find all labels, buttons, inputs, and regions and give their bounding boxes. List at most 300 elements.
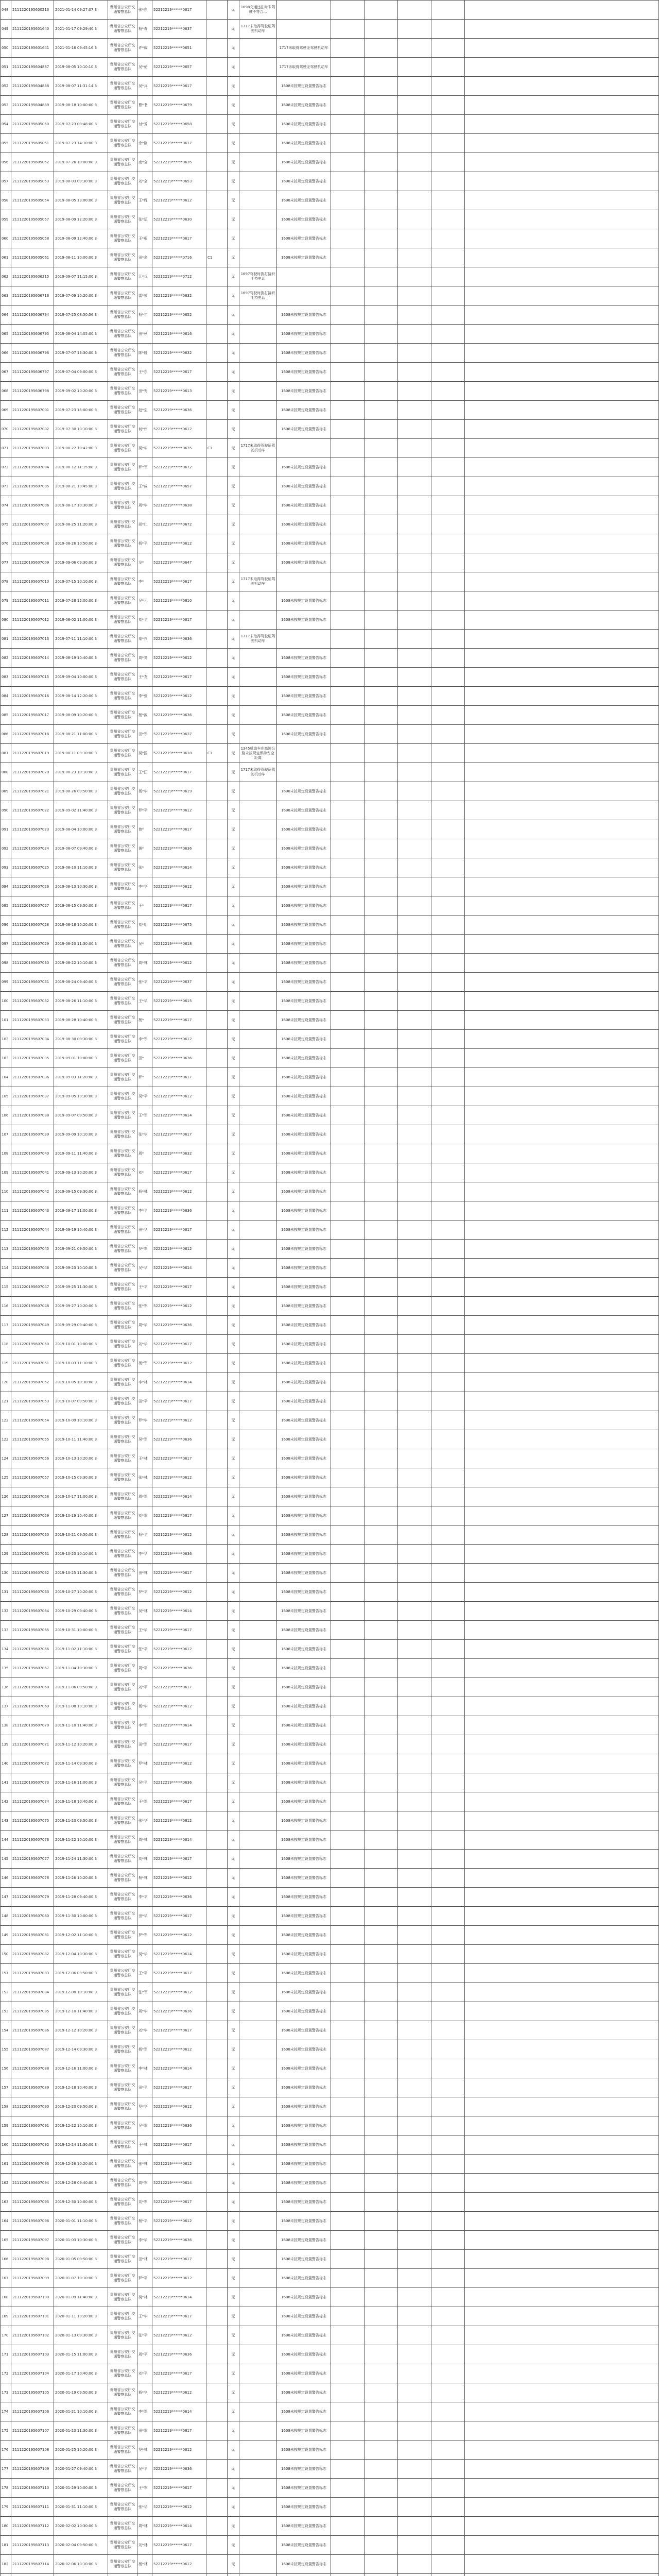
cell-no: 098 <box>1 954 11 973</box>
table-row <box>1 420 659 439</box>
cell-fine <box>239 1335 277 1354</box>
cell-empty <box>465 363 659 382</box>
cell-empty <box>365 2441 398 2460</box>
cell-empty <box>365 2364 398 2383</box>
cell-id: 52212219******0612 <box>152 1869 206 1888</box>
cell-time: 2019-11-20 09:50:00.3 <box>54 1811 108 1831</box>
cell-empty <box>398 2288 431 2307</box>
cell-empty <box>365 801 398 820</box>
cell-empty <box>431 1030 465 1049</box>
cell-no: 100 <box>1 992 11 1011</box>
table-row <box>1 172 659 191</box>
cell-no: 071 <box>1 439 11 458</box>
cell-type <box>206 1030 228 1049</box>
cell-no: 127 <box>1 1506 11 1526</box>
cell-empty <box>398 1468 431 1487</box>
cell-id: 52212219******0712 <box>152 267 206 286</box>
cell-no: 086 <box>1 725 11 744</box>
cell-time: 2019-09-25 11:30:00.3 <box>54 1278 108 1297</box>
cell-unit: 贵州省公安厅交通警察总队 <box>108 1297 137 1316</box>
table-row <box>1 973 659 992</box>
cell-empty <box>431 58 465 77</box>
cell-empty <box>398 229 431 248</box>
cell-type <box>206 572 228 591</box>
cell-empty <box>398 1030 431 1049</box>
cell-empty <box>465 2383 659 2402</box>
cell-name <box>137 2574 152 2576</box>
cell-empty <box>398 306 431 325</box>
cell-empty <box>431 553 465 572</box>
cell-id: 52212219******0636 <box>152 1545 206 1564</box>
cell-code: 2111220195607099 <box>11 2269 54 2288</box>
cell-name: 罗*平 <box>137 801 152 820</box>
cell-empty <box>431 2555 465 2574</box>
cell-id: 52212219******0612 <box>152 1583 206 1602</box>
cell-empty <box>465 1297 659 1316</box>
cell-place <box>277 572 331 591</box>
cell-no: 155 <box>1 2040 11 2059</box>
cell-law <box>331 1526 365 1545</box>
cell-no: 094 <box>1 877 11 896</box>
table-row <box>1 896 659 916</box>
cell-unit: 贵州省公安厅交通警察总队 <box>108 2097 137 2116</box>
cell-law <box>331 2231 365 2250</box>
cell-name: 吴*国 <box>137 744 152 763</box>
cell-place: 1608未按规定设置警告标志 <box>277 801 331 820</box>
cell-unit: 贵州省公安厅交通警察总队 <box>108 2421 137 2441</box>
cell-name: 付*芳 <box>137 115 152 134</box>
cell-unit: 贵州省公安厅交通警察总队 <box>108 1945 137 1964</box>
cell-empty <box>365 1640 398 1659</box>
cell-empty <box>398 2250 431 2269</box>
cell-place: 1608未按规定设置警告标志 <box>277 553 331 572</box>
cell-law <box>331 2288 365 2307</box>
cell-empty <box>365 744 398 763</box>
cell-place: 1608未按规定设置警告标志 <box>277 2364 331 2383</box>
cell-no: 078 <box>1 572 11 591</box>
cell-unit: 贵州省公安厅交通警察总队 <box>108 1773 137 1792</box>
cell-name: 罗*华 <box>137 1411 152 1430</box>
cell-empty <box>465 2536 659 2555</box>
cell-empty <box>365 839 398 858</box>
cell-place <box>277 763 331 782</box>
cell-id: 52212219******0614 <box>152 1602 206 1621</box>
cell-m: 无 <box>228 2078 239 2097</box>
cell-law <box>331 1144 365 1163</box>
cell-unit: 贵州省公安厅交通警察总队 <box>108 2269 137 2288</box>
cell-unit: 贵州省公安厅交通警察总队 <box>108 229 137 248</box>
cell-id: 52212219******0652 <box>152 306 206 325</box>
cell-code: 2111220195607061 <box>11 1545 54 1564</box>
cell-empty <box>365 935 398 954</box>
cell-fine <box>239 58 277 77</box>
cell-m: 无 <box>228 1735 239 1754</box>
cell-fine <box>239 916 277 935</box>
cell-code: 2111220195607014 <box>11 649 54 668</box>
cell-time: 2020-01-17 10:40:00.3 <box>54 2364 108 2383</box>
cell-code: 2111220195607060 <box>11 1526 54 1545</box>
cell-empty <box>365 1163 398 1182</box>
cell-no: 096 <box>1 916 11 935</box>
cell-law <box>331 896 365 916</box>
cell-code: 2111220195607064 <box>11 1602 54 1621</box>
cell-unit: 贵州省公安厅交通警察总队 <box>108 1011 137 1030</box>
cell-code: 2111220195607017 <box>11 706 54 725</box>
cell-place: 1608未按规定设置警告标志 <box>277 1354 331 1373</box>
table-row <box>1 2460 659 2479</box>
cell-law <box>331 1506 365 1526</box>
table-row <box>1 687 659 706</box>
cell-law <box>331 1373 365 1392</box>
cell-name: 周*平 <box>137 2345 152 2364</box>
cell-empty <box>365 1907 398 1926</box>
cell-fine <box>239 1011 277 1030</box>
cell-empty <box>431 1621 465 1640</box>
cell-type: C1 <box>206 248 228 267</box>
cell-m: 无 <box>228 1945 239 1964</box>
cell-id: 52212219******0614 <box>152 2517 206 2536</box>
cell-law <box>331 2364 365 2383</box>
cell-name: 吴*平 <box>137 1087 152 1106</box>
cell-empty <box>431 1754 465 1773</box>
cell-m: 无 <box>228 1888 239 1907</box>
cell-no: 163 <box>1 2193 11 2212</box>
cell-time: 2019-08-21 11:00:00.3 <box>54 725 108 744</box>
cell-empty <box>398 1602 431 1621</box>
cell-empty <box>465 1144 659 1163</box>
table-row <box>1 1106 659 1125</box>
table-row <box>1 668 659 687</box>
cell-empty <box>431 1697 465 1716</box>
cell-place: 1608未按规定设置警告标志 <box>277 2326 331 2345</box>
cell-empty <box>398 706 431 725</box>
cell-empty <box>465 1449 659 1468</box>
cell-law <box>331 477 365 496</box>
cell-no: 108 <box>1 1144 11 1163</box>
cell-name: 杨*林 <box>137 1869 152 1888</box>
cell-empty <box>365 611 398 630</box>
cell-empty <box>465 973 659 992</box>
cell-fine <box>239 668 277 687</box>
cell-unit: 贵州省公安厅交通警察总队 <box>108 534 137 553</box>
cell-id: 52212219******0617 <box>152 1449 206 1468</box>
cell-time: 2019-12-12 10:20:00.3 <box>54 2021 108 2040</box>
cell-no: 128 <box>1 1526 11 1545</box>
cell-empty <box>398 1506 431 1526</box>
cell-name: 许*成 <box>137 39 152 58</box>
cell-empty <box>465 1201 659 1221</box>
cell-time: 2019-09-01 10:00:00.3 <box>54 1049 108 1068</box>
cell-name: 王*平 <box>137 1964 152 1983</box>
cell-empty <box>365 420 398 439</box>
cell-id: 52212219******0636 <box>152 1888 206 1907</box>
cell-empty <box>465 553 659 572</box>
cell-m: 无 <box>228 2402 239 2421</box>
cell-empty <box>465 2021 659 2040</box>
cell-empty <box>431 210 465 229</box>
cell-empty <box>431 1945 465 1964</box>
cell-law <box>331 153 365 172</box>
cell-time: 2020-01-15 11:00:00.3 <box>54 2345 108 2364</box>
cell-unit: 贵州省公安厅交通警察总队 <box>108 2155 137 2174</box>
cell-time: 2020-01-23 11:30:00.3 <box>54 2421 108 2441</box>
cell-id: 52212219******0617 <box>152 1564 206 1583</box>
cell-name: 王* <box>137 896 152 916</box>
cell-place: 1608未按规定设置警告标志 <box>277 1792 331 1811</box>
cell-empty <box>465 1049 659 1068</box>
cell-place: 1608未按规定设置警告标志 <box>277 992 331 1011</box>
cell-empty <box>465 801 659 820</box>
cell-fine <box>239 1144 277 1163</box>
cell-law <box>331 496 365 515</box>
cell-empty <box>465 477 659 496</box>
cell-code: 2111220195607066 <box>11 1640 54 1659</box>
cell-empty <box>465 2269 659 2288</box>
cell-empty <box>465 2364 659 2383</box>
cell-empty <box>365 1735 398 1754</box>
cell-time: 2020-01-25 10:20:00.3 <box>54 2441 108 2460</box>
cell-type <box>206 1907 228 1926</box>
cell-empty <box>465 77 659 96</box>
cell-name: 黄* <box>137 839 152 858</box>
cell-empty <box>398 1449 431 1468</box>
table-row <box>1 439 659 458</box>
cell-empty <box>431 1411 465 1430</box>
cell-fine <box>239 954 277 973</box>
cell-no: 059 <box>1 210 11 229</box>
cell-place: 1608未按规定设置警告标志 <box>277 401 331 420</box>
cell-fine <box>239 1983 277 2002</box>
cell-empty <box>465 2402 659 2421</box>
cell-empty <box>398 1125 431 1144</box>
cell-empty <box>465 1640 659 1659</box>
cell-empty <box>465 1221 659 1240</box>
cell-code: 2111220195607082 <box>11 1945 54 1964</box>
cell-no: 139 <box>1 1735 11 1754</box>
cell-code: 2111220195607035 <box>11 1049 54 1068</box>
cell-empty <box>398 611 431 630</box>
cell-m: 无 <box>228 1697 239 1716</box>
cell-type <box>206 1449 228 1468</box>
cell-id: 52212219******0636 <box>152 1773 206 1792</box>
cell-no: 160 <box>1 2136 11 2155</box>
cell-empty <box>431 1678 465 1697</box>
cell-place: 1608未按规定设置警告标志 <box>277 2040 331 2059</box>
cell-type <box>206 58 228 77</box>
cell-m: 无 <box>228 1564 239 1583</box>
cell-empty <box>365 1125 398 1144</box>
cell-empty <box>431 801 465 820</box>
cell-place: 1608未按规定设置警告标志 <box>277 382 331 401</box>
cell-code: 2111220195607050 <box>11 1335 54 1354</box>
cell-name: 罗*平 <box>137 1583 152 1602</box>
cell-time: 2019-10-23 10:10:00.3 <box>54 1545 108 1564</box>
cell-code: 2111220195607089 <box>11 2078 54 2097</box>
cell-m: 无 <box>228 2155 239 2174</box>
cell-fine <box>239 1278 277 1297</box>
cell-empty <box>431 477 465 496</box>
cell-m: 无 <box>228 553 239 572</box>
cell-m: 无 <box>228 1811 239 1831</box>
cell-code: 2111220195607046 <box>11 1259 54 1278</box>
cell-fine: 1698交通违法时未驾驶不符合... <box>239 1 277 20</box>
cell-law <box>331 77 365 96</box>
cell-m: 无 <box>228 229 239 248</box>
cell-time: 2019-08-04 14:05:00.3 <box>54 325 108 344</box>
cell-empty <box>398 1221 431 1240</box>
cell-name: 周* <box>137 1144 152 1163</box>
table-row <box>1 935 659 954</box>
cell-id: 52212219******0617 <box>152 77 206 96</box>
cell-type <box>206 229 228 248</box>
cell-place: 1608未按规定设置警告标志 <box>277 1564 331 1583</box>
cell-empty <box>398 1850 431 1869</box>
cell-place: 1608未按规定设置警告标志 <box>277 916 331 935</box>
cell-code: 2111220195607025 <box>11 858 54 877</box>
cell-m: 无 <box>228 267 239 286</box>
cell-type <box>206 1468 228 1487</box>
cell-law <box>331 1316 365 1335</box>
cell-time: 2019-08-26 09:50:00.3 <box>54 782 108 801</box>
cell-unit: 贵州省公安厅交通警察总队 <box>108 1659 137 1678</box>
cell-empty <box>465 2345 659 2364</box>
cell-empty <box>365 477 398 496</box>
cell-name: 罗*林 <box>137 1754 152 1773</box>
cell-no: 070 <box>1 420 11 439</box>
cell-m: 无 <box>228 2193 239 2212</box>
cell-name: 李*华 <box>137 877 152 896</box>
cell-id: 52212219******0613 <box>152 382 206 401</box>
cell-law <box>331 191 365 210</box>
table-row <box>1 2021 659 2040</box>
cell-empty <box>465 248 659 267</box>
cell-law <box>331 1697 365 1716</box>
cell-type <box>206 1659 228 1678</box>
cell-name: 吴*华 <box>137 1945 152 1964</box>
cell-empty <box>431 1049 465 1068</box>
cell-id: 52212219******0636 <box>152 401 206 420</box>
cell-unit: 贵州省公安厅交通警察总队 <box>108 801 137 820</box>
cell-empty <box>365 649 398 668</box>
cell-name: 周*华 <box>137 1316 152 1335</box>
table-row <box>1 1373 659 1392</box>
cell-fine <box>239 2097 277 2116</box>
cell-empty <box>431 687 465 706</box>
cell-empty <box>465 1964 659 1983</box>
cell-empty <box>465 1411 659 1430</box>
cell-type <box>206 649 228 668</box>
cell-name: 李*华 <box>137 1545 152 1564</box>
cell-code: 2111220195607023 <box>11 820 54 839</box>
cell-unit: 贵州省公安厅交通警察总队 <box>108 706 137 725</box>
cell-type <box>206 2040 228 2059</box>
cell-name: 何*伟 <box>137 420 152 439</box>
table-row <box>1 2231 659 2250</box>
cell-m: 无 <box>228 2536 239 2555</box>
cell-name: 雷*荣 <box>137 286 152 306</box>
cell-empty <box>365 2155 398 2174</box>
cell-empty <box>431 306 465 325</box>
cell-unit: 贵州省公安厅交通警察总队 <box>108 1030 137 1049</box>
cell-empty <box>398 1163 431 1182</box>
cell-id: 52212219******0679 <box>152 96 206 115</box>
cell-place: 1608未按规定设置警告标志 <box>277 973 331 992</box>
cell-empty <box>398 382 431 401</box>
cell-empty <box>465 1564 659 1583</box>
cell-fine <box>239 420 277 439</box>
cell-place: 1608未按规定设置警告标志 <box>277 153 331 172</box>
cell-fine <box>239 858 277 877</box>
cell-code: 2111220195607085 <box>11 2002 54 2021</box>
cell-empty <box>431 1907 465 1926</box>
cell-time: 2019-12-18 10:40:00.3 <box>54 2078 108 2097</box>
table-row <box>1 1221 659 1240</box>
cell-time: 2019-09-19 10:40:00.3 <box>54 1221 108 1240</box>
cell-place: 1608未按规定设置警告标志 <box>277 1773 331 1792</box>
cell-m: 无 <box>228 1773 239 1792</box>
cell-name: 王*军 <box>137 1792 152 1811</box>
cell-place: 1608未按规定设置警告标志 <box>277 2536 331 2555</box>
cell-code: 2111220195607011 <box>11 591 54 611</box>
cell-fine <box>239 306 277 325</box>
cell-place: 1608未按规定设置警告标志 <box>277 1831 331 1850</box>
cell-type <box>206 935 228 954</box>
cell-code: 2111220195607074 <box>11 1792 54 1811</box>
table-row <box>1 229 659 248</box>
cell-code: 2111220195607051 <box>11 1354 54 1373</box>
cell-empty <box>398 973 431 992</box>
table-row <box>1 2040 659 2059</box>
cell-time: 2019-10-11 11:40:00.3 <box>54 1430 108 1449</box>
cell-id: 52212219******0614 <box>152 2288 206 2307</box>
cell-id: 52212219******0632 <box>152 286 206 306</box>
cell-empty <box>465 1735 659 1754</box>
cell-no: 171 <box>1 2345 11 2364</box>
table-row <box>1 2402 659 2421</box>
cell-fine <box>239 1583 277 1602</box>
cell-name: 王*华 <box>137 1621 152 1640</box>
cell-unit: 贵州省公安厅交通警察总队 <box>108 1907 137 1926</box>
cell-no: 156 <box>1 2059 11 2078</box>
cell-empty <box>465 1506 659 1526</box>
cell-code: 2111220195607087 <box>11 2040 54 2059</box>
cell-time: 2019-10-17 11:00:00.3 <box>54 1487 108 1506</box>
cell-type <box>206 706 228 725</box>
cell-time: 2019-12-10 11:40:00.3 <box>54 2002 108 2021</box>
table-row <box>1 1049 659 1068</box>
cell-fine <box>239 363 277 382</box>
cell-place: 1608未按规定设置警告标志 <box>277 820 331 839</box>
cell-law <box>331 1907 365 1926</box>
cell-empty <box>465 1087 659 1106</box>
cell-empty <box>365 172 398 191</box>
cell-m: 无 <box>228 1240 239 1259</box>
cell-law <box>331 1621 365 1640</box>
cell-code: 2111220195607054 <box>11 1411 54 1430</box>
cell-empty <box>398 858 431 877</box>
table-row <box>1 1811 659 1831</box>
cell-empty <box>431 1278 465 1297</box>
cell-fine <box>239 115 277 134</box>
cell-empty <box>365 2212 398 2231</box>
cell-id <box>152 2574 206 2576</box>
cell-empty <box>398 1621 431 1640</box>
cell-name: 刘* <box>137 1163 152 1182</box>
table-row <box>1 763 659 782</box>
cell-id: 52212219******0630 <box>152 210 206 229</box>
cell-name: 吴* <box>137 935 152 954</box>
cell-name: 吴*伦 <box>137 58 152 77</box>
